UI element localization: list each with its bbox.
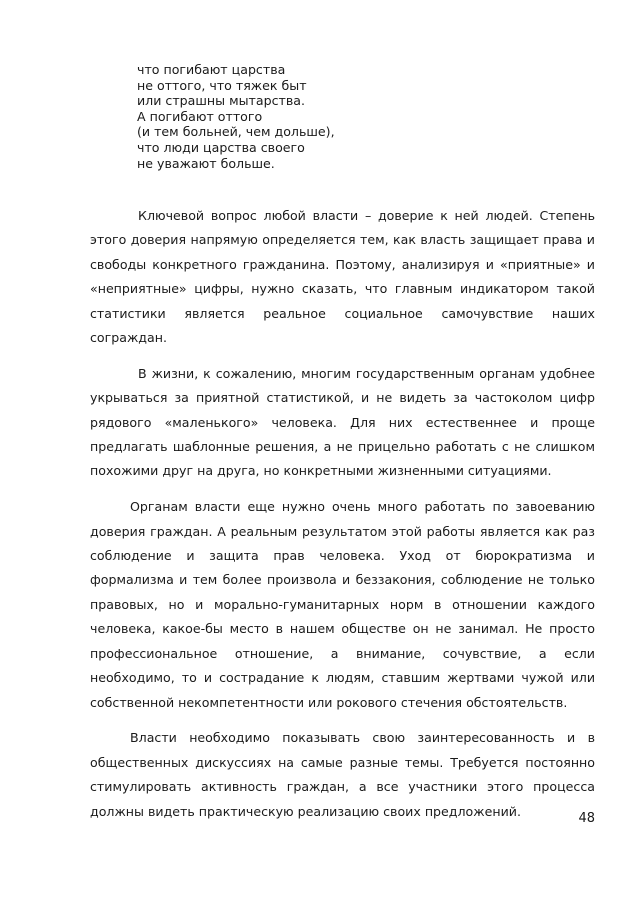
paragraph-statistics: В жизни, к сожалению, многим государственным органам удобнее укрываться за приятной статистикой, и не видеть за частоколом цифр рядового «маленького» человека. Для них естественнее и проще предлагать шаблонные решения, а не прицельно работать с не слишком похожими друг на друга, но конкретными жизненными ситуациями. [90,365,595,479]
poem-line: или страшны мытарства. [137,93,305,109]
body-text [90,204,595,824]
poem-line: что люди царства своего [137,139,305,155]
paragraph-trust: Ключевой вопрос любой власти – доверие к ней людей. Степень этого доверия напрямую определяется тем, как власть защищает права и свободы конкретного гражданина. Поэтому, анализируя и «приятные» и «неприятные» цифры, нужно сказать, что главным индикатором такой статистики является реальное социальное самочувствие наших сограждан. [90,208,595,346]
poem-line: не оттого, что тяжек быт [137,77,307,93]
page-number: 48 [578,811,595,826]
poem-line: что погибают царства [137,62,286,77]
paragraph-human-rights: Органам власти еще нужно очень много работать по завоеванию доверия граждан. А реальным результатом этой работы является как раз соблюдение и защита прав человека. Уход от бюрократизма и формализма и тем более произвола и беззакония, соблюдение не только правовых, но и морально-гуманитарных норм в отношении каждого человека, какое-бы место в нашем обществе он не занимал. Не просто профессиональное отношение, а внимание, сочувствие, а если необходимо, то и сострадание к людям, ставшим жертвами чужой или собственной некомпетентности или рокового стечения обстоятельств. [90,499,595,710]
paragraph-public-discussion: Власти необходимо показывать свою заинтересованность и в общественных дискуссиях на самые разные темы. Требуется постоянно стимулировать активность граждан, а все участники этого процесса должны видеть практическую реализацию своих предложений. [90,730,595,819]
poem-line: не уважают больше. [137,155,275,171]
poem-excerpt [137,62,335,171]
poem-line: А погибают оттого [137,108,263,124]
poem-line: (и тем больней, чем дольше), [137,124,335,140]
